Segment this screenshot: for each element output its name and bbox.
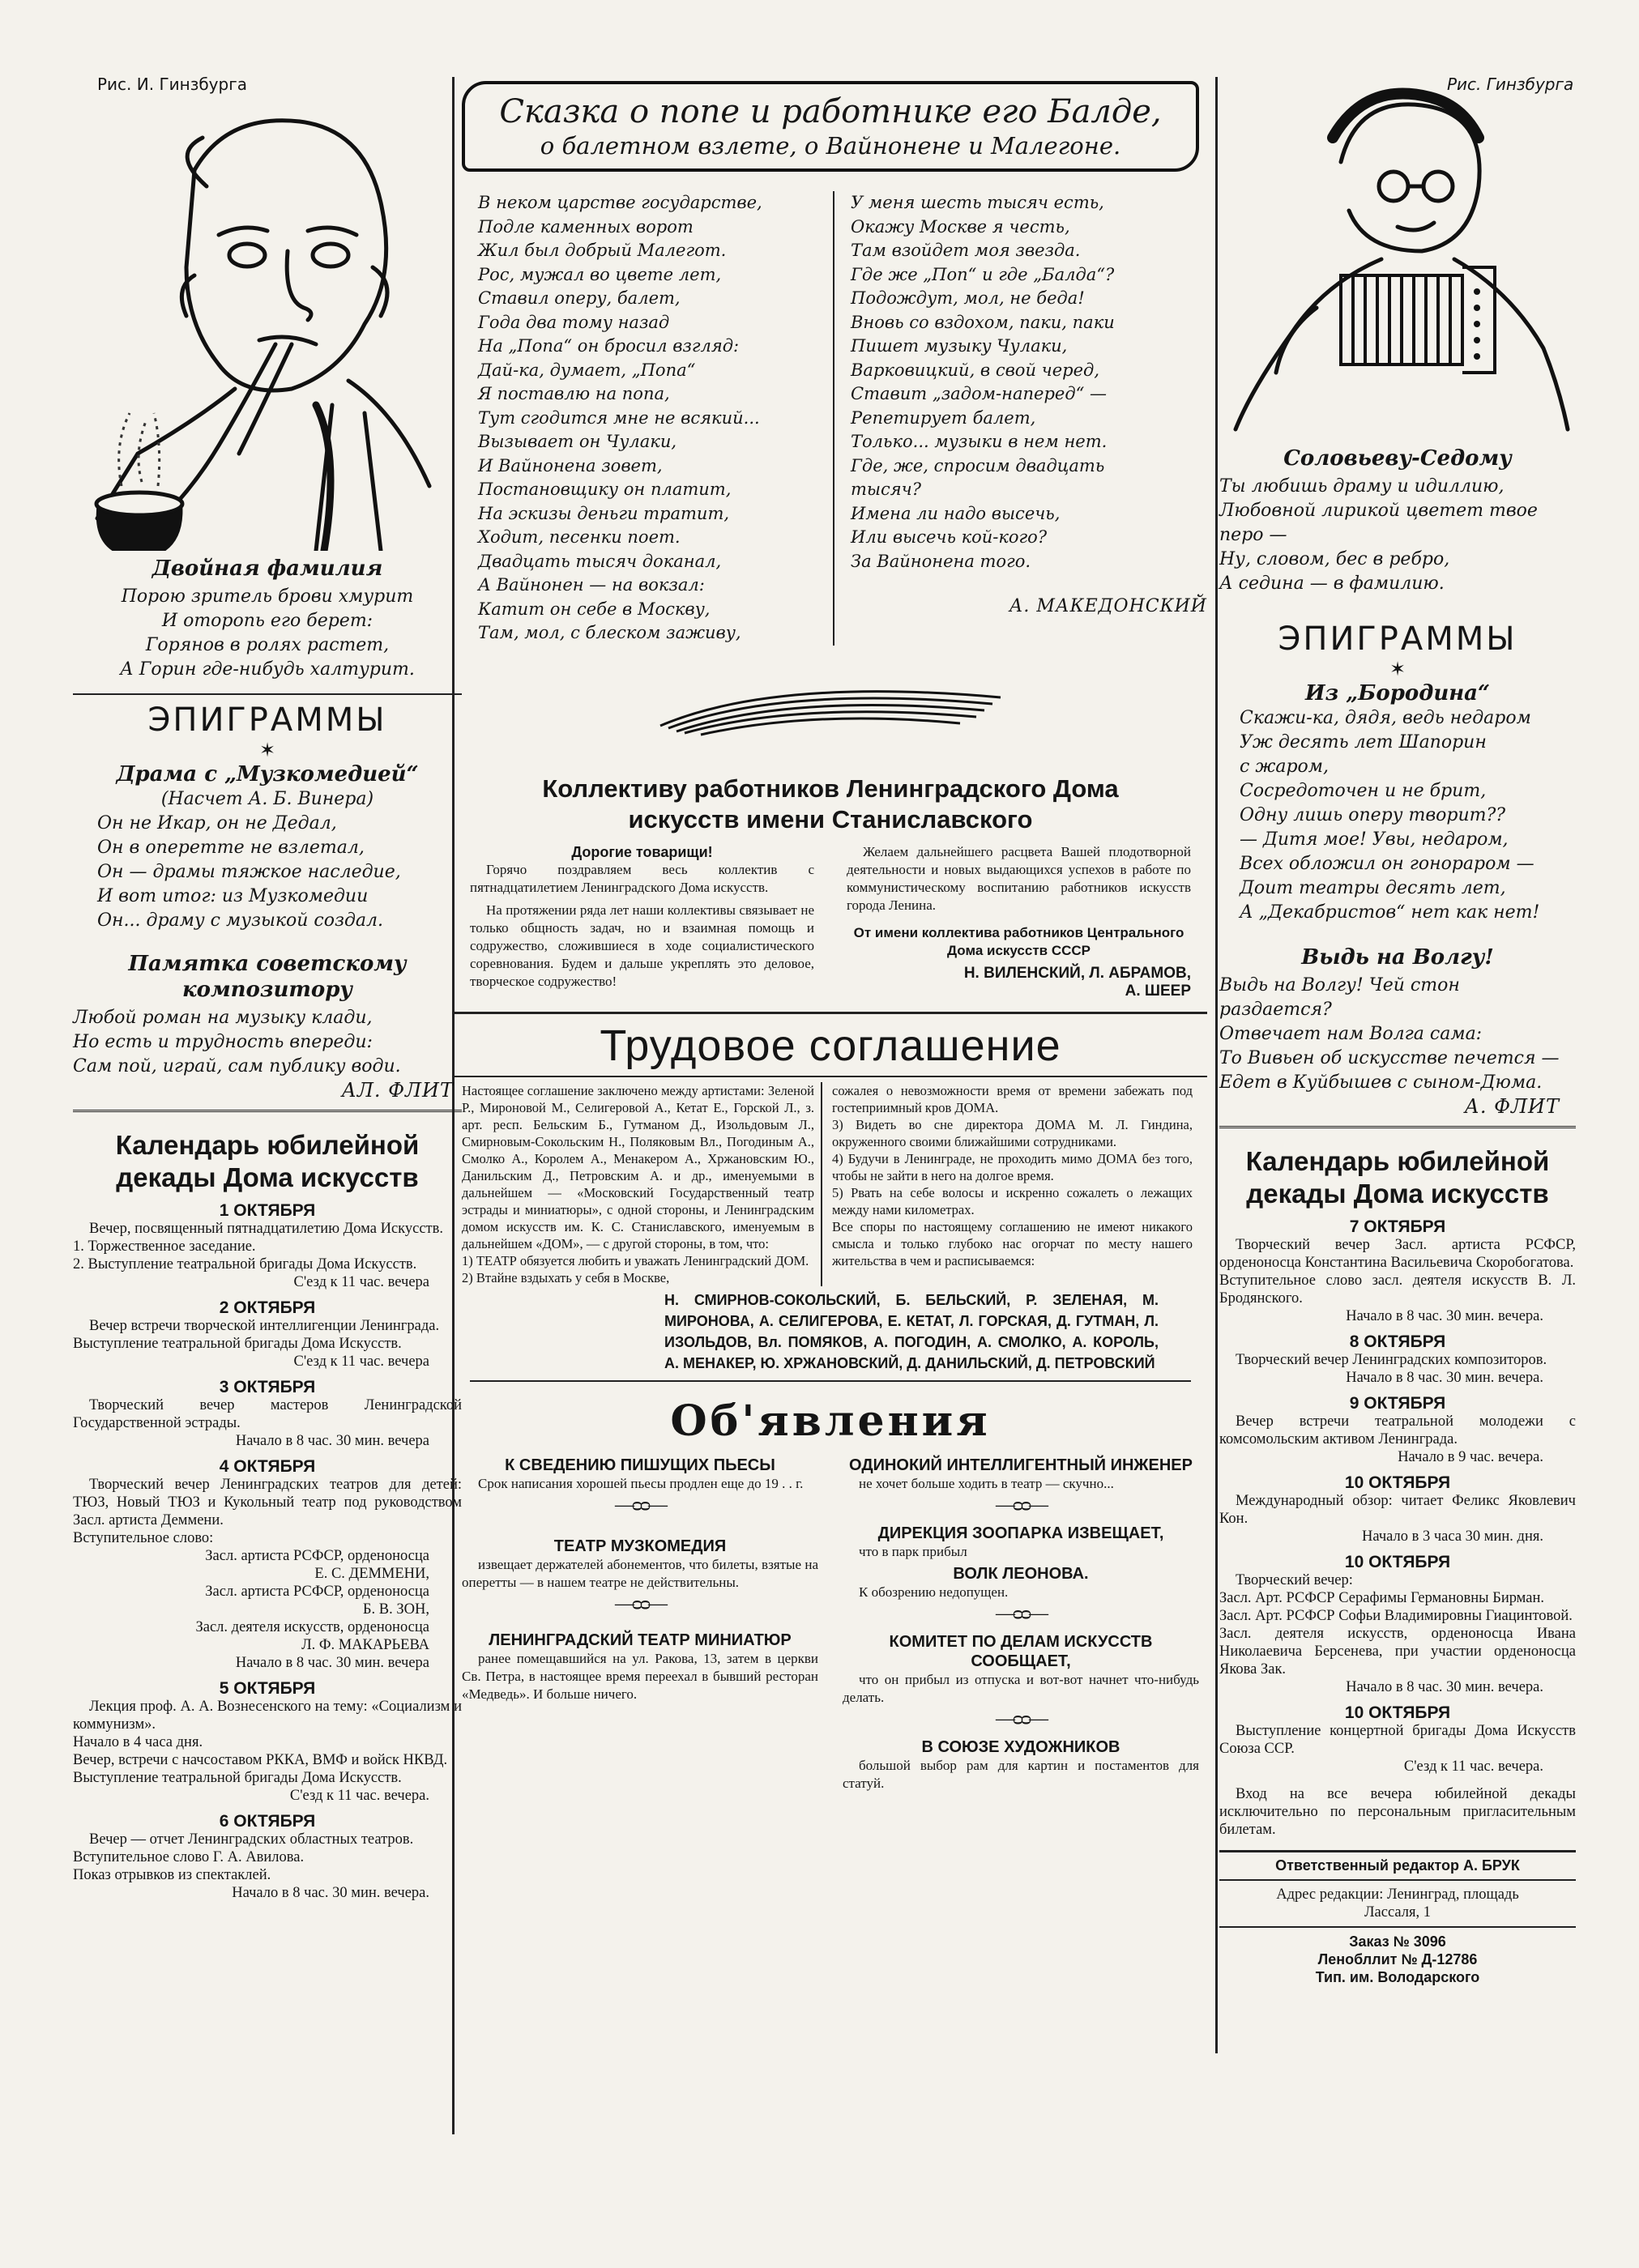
calendar-left <box>73 1202 462 1902</box>
letter-heading: Коллективу работников Ленинградского Дома искусств имени Станиславского <box>542 774 1119 833</box>
agreement-column-1: Настоящее соглашение заключено между артистами: Зеленой Р., Мироновой М., Селигеровой А., Кетат Е., Горской Л., з. арт. респ. Бельским Б., Гутманом Д., Изольдовым Л., Смирновым-Сокольским Н., Поляковым Вл., Погодиным А., Смолко А., Королем А., Менакером А., Хржановским Ю., Данильским Д., Петровским А. и др., именуемыми в дальнейшем — «Московский Государственный театр эстрады и миниатюры», с одной стороны, и Ленинградским домом искусств им. К. С. Станиславского, именуемым в дальнейшем «ДОМ», — с другой стороны, в том, что: 1) ТЕАТР обязуется любить и уважать Ленинградский ДОМ. 2) Втайне вздыхать у себя в Москве, <box>462 1082 822 1286</box>
calendar-date: 5 ОКТЯБРЯ <box>219 1679 316 1698</box>
letter-body <box>470 843 1191 1000</box>
ad-zoo-heading: ДИРЕКЦИЯ ЗООПАРКА ИЗВЕЩАЕТ, <box>877 1524 1164 1542</box>
epigram-title-drama: Драма с „Музкомедией“ <box>116 762 419 787</box>
ads-body <box>462 1446 1199 1793</box>
letter-paragraph-1: Горячо поздравляем весь коллектив с пятнадцатилетием Ленинградского Дома искусств. <box>470 861 814 895</box>
poem-title-double-surname: Двойная фамилия <box>152 556 383 581</box>
epigram-subtitle-drama: (Насчет А. Б. Винера) <box>160 789 374 809</box>
ad-engineer-heading: ОДИНОКИЙ ИНТЕЛЛИГЕНТНЫЙ ИНЖЕНЕР <box>849 1456 1193 1474</box>
editor-credit: Ответственный редактор А. БРУК <box>1275 1857 1520 1874</box>
left-column <box>73 65 462 1902</box>
letter-signatures: Н. ВИЛЕНСКИЙ, Л. АБРАМОВ, А. ШЕЕР <box>963 964 1191 1000</box>
calendar-event-time: Начало в 9 час. вечера. <box>1398 1449 1543 1465</box>
ad-muzkomedia-heading: ТЕАТР МУЗКОМЕДИЯ <box>553 1537 727 1555</box>
epigram-title-borodin: Из „Бородина“ <box>1305 681 1490 706</box>
calendar-right <box>1219 1218 1576 1776</box>
calendar-event-time: С'езд к 11 час. вечера <box>293 1354 429 1370</box>
ad-playwrights-text: Срок написания хорошей пьесы продлен еще до 19 . . г. <box>478 1475 804 1491</box>
calendar-event-time: Начало в 8 час. 30 мин. вечера. <box>1346 1308 1543 1324</box>
calendar-date: 7 ОКТЯБРЯ <box>1349 1217 1446 1236</box>
print-imprint: Заказ № 3096 Ленобллит № Д-12786 Тип. им. Володарского <box>1315 1933 1480 1985</box>
epigram-title-memo: Памятка советскому композитору <box>128 952 407 1002</box>
calendar-event-text: Творческий вечер: Засл. Арт. РСФСР Серафимы Германовны Бирман. Засл. Арт. РСФСР Софьи Владимировны Гиацинтовой. Засл. деятеля искусств, орденоносца Ивана Николаевича Берсенева, при участии орденоносца Якова Зак. <box>1219 1572 1576 1678</box>
calendar-event-time: Засл. артиста РСФСР, орденоносца Е. С. ДЕММЕНИ, Засл. артиста РСФСР, орденоносца Б. В. ЗОН, Засл. деятеля искусств, орденоносца Л. Ф. МАКАРЬЕВА Начало в 8 час. 30 мин. вечера <box>195 1548 429 1671</box>
calendar-date: 6 ОКТЯБРЯ <box>219 1812 316 1831</box>
ad-committee-heading: КОМИТЕТ ПО ДЕЛАМ ИСКУССТВ СООБЩАЕТ, <box>889 1632 1153 1670</box>
divider <box>73 693 462 695</box>
caricature-pipe-smoker <box>73 65 462 551</box>
ad-muzkomedia-text: извещает держателей абонементов, что билеты, взятые на оперетты — в нашем театре не действительны. <box>462 1556 818 1590</box>
calendar-event-time: С'езд к 11 час. вечера <box>293 1274 429 1290</box>
ads-heading: Об'явления <box>670 1396 991 1446</box>
calendar-date: 8 ОКТЯБРЯ <box>1349 1332 1446 1351</box>
agreement-signatories: Н. СМИРНОВ-СОКОЛЬСКИЙ, Б. БЕЛЬСКИЙ, Р. ЗЕЛЕНАЯ, М. МИРОНОВА, А. СЕЛИГЕРОВА, Е. КЕТАТ, Л. ГОРСКАЯ, Д. ГУТМАН, Л. ИЗОЛЬДОВ, Вл. ПОМЯКОВ, А. ПОГОДИН, А. СМОЛКО, А. КОРОЛЬ, А. МЕНАКЕР, Ю. ХРЖАНОВСКИЙ, Д. ДАНИЛЬСКИЙ, Д. ПЕТРОВСКИЙ <box>664 1291 1159 1371</box>
ad-miniatures-heading: ЛЕНИНГРАДСКИЙ ТЕАТР МИНИАТЮР <box>489 1631 792 1649</box>
column-divider-right <box>1215 77 1218 2053</box>
ad-wolf-heading: ВОЛК ЛЕОНОВА. <box>953 1564 1089 1583</box>
calendar-event-time: Начало в 8 час. 30 мин. вечера. <box>1346 1679 1543 1695</box>
wavy-divider <box>1219 1126 1576 1137</box>
calendar-event-text: Вечер, посвященный пятнадцатилетию Дома Искусств. 1. Торжественное заседание. 2. Выступление театральной бригады Дома Искусств. <box>73 1221 443 1273</box>
tale-title-banner <box>462 81 1199 172</box>
calendar-event-time: Начало в 8 час. 30 мин. вечера <box>235 1433 429 1449</box>
divider <box>1219 1926 1576 1928</box>
calendar-event-text: Вечер встречи творческой интеллигенции Ленинграда. Выступление театральной бригады Дома Искусств. <box>73 1318 440 1352</box>
epigram-memo: Любой роман на музыку клади, Но есть и трудность впереди: Сам пой, играй, сам публику води. <box>73 1008 401 1076</box>
calendar-event-text: Лекция проф. А. А. Вознесенского на тему: «Социализм и коммунизм». Начало в 4 часа дня. Вечер, встречи с начсоставом РККА, ВМФ и войск НКВД. Выступление театральной бригады Дома Искусств. <box>73 1699 462 1786</box>
calendar-event-time: С'езд к 11 час. вечера. <box>289 1788 429 1804</box>
calendar-date: 2 ОКТЯБРЯ <box>219 1298 316 1317</box>
agreement-body <box>462 1082 1199 1286</box>
illustration-credit-left: Рис. И. Гинзбурга <box>97 75 247 94</box>
letter-greeting: Дорогие товарищи! <box>571 843 713 860</box>
flourish-ornament <box>652 681 1009 741</box>
letter-sender: От имени коллектива работников Центрального Дома искусств СССР <box>853 924 1184 958</box>
calendar-date: 1 ОКТЯБРЯ <box>219 1201 316 1220</box>
calendar-event-time: Начало в 3 часа 30 мин. дня. <box>1362 1528 1543 1545</box>
divider <box>454 1012 1207 1014</box>
calendar-event-text: Вечер встречи театральной молодежи с комсомольским активом Ленинграда. <box>1219 1413 1576 1447</box>
calendar-event-text: Творческий вечер Ленинградских театров для детей: ТЮЗ, Новый ТЮЗ и Кукольный театр под руководством Засл. артиста Деммени. Вступительное слово: <box>73 1477 462 1546</box>
calendar-event-text: Вечер — отчет Ленинградских областных театров. Вступительное слово Г. А. Авилова. Показ отрывков из спектаклей. <box>73 1831 414 1883</box>
divider <box>470 1380 1191 1382</box>
epigram-volga: Выдь на Волгу! Чей стон раздается? Отвечает нам Волга сама: То Вивьен об искусстве печется — Едет в Куйбышев с сыном-Дюма. <box>1219 975 1560 1093</box>
epigram-borodin: Скажи-ка, дядя, ведь недаром Уж десять лет Шапорин с жаром, Сосредоточен и не брит, Одну лишь оперу творит?? — Дитя мое! Увы, недаром, Всех обложил он гонораром — Доит театры десять лет, А „Декабристов“ нет как нет! <box>1240 708 1540 923</box>
ad-zoo-text: что в парк прибыл <box>859 1543 967 1559</box>
agreement-column-2: сожалея о невозможности время от времени забежать под гостеприимный кров ДОМА. 3) Видеть во сне директора ДОМА М. Л. Гиндина, окруженного своими ближайшими сотрудниками. 4) Будучи в Ленинграде, не проходить мимо ДОМА без того, чтобы не зайти в него на долгое время. 5) Рвать на себе волосы и искренно сожалеть о лежащих между нами километрах. Все споры по настоящему соглашению не имеют никакого смысла и только глубоко нас огорчат по месту нашего жительства в чем и расписываемся: <box>832 1082 1193 1268</box>
right-column <box>1219 65 1576 1986</box>
epigram-title-volga: Выдь на Волгу! <box>1301 945 1494 970</box>
calendar-heading-left: Календарь юбилейной декады Дома искусств <box>115 1130 420 1192</box>
epigram-drama: Он не Икар, он не Дедал, Он в оперетте не взлетал, Он — драмы тяжкое наследие, И вот итог: из Музкомедии Он... драму с музыкой создал. <box>97 813 401 931</box>
wavy-divider <box>73 1110 462 1121</box>
illustration-credit-right: Рис. Гинзбурга <box>1447 75 1574 94</box>
ornament: —ᴑᴑ— <box>615 1592 665 1614</box>
poem-solovyov-sedoy: Ты любишь драму и идиллию, Любовной лирикой цветет твое перо — Ну, словом, бес в ребро, А седина — в фамилию. <box>1219 476 1538 594</box>
tale-column-2: У меня шесть тысяч есть, Окажу Москве я честь, Там взойдет моя звезда. Где же „Поп“ и где „Балда“? Подождут, мол, не беда! Вновь со вздохом, паки, паки Пишет музыку Чулаки, Варковицкий, в свой черед, Ставит „задом-наперед“ — Репетирует балет, Только... музыки в нем нет. Где, же, спросим двадцать тысяч? Имена ли надо высечь, Или высечь кой-кого? За Вайнонена того. <box>851 193 1115 571</box>
calendar-event-text: Творческий вечер Засл. артиста РСФСР, орденоносца Константина Васильевича Скоробогатова. Вступительное слово засл. деятеля искусств В. Л. Бродянского. <box>1219 1237 1576 1307</box>
ornament: —ᴑᴑ— <box>615 1494 665 1516</box>
ad-committee-text: что он прибыл из отпуска и вот-вот начнет что-нибудь делать. <box>843 1671 1199 1705</box>
star-ornament: ✶ <box>258 739 276 761</box>
ad-miniatures-text: ранее помещавшийся на ул. Ракова, 13, затем в церкви Св. Петра, в настоящее время переехал в бывший ресторан «Медведь». И больше ничего. <box>462 1650 818 1702</box>
calendar-heading-right: Календарь юбилейной декады Дома искусств <box>1245 1146 1550 1209</box>
epigrams-heading-left: ЭПИГРАММЫ <box>147 701 387 739</box>
star-ornament: ✶ <box>1389 658 1406 680</box>
ad-artists-heading: В СОЮЗЕ ХУДОЖНИКОВ <box>921 1737 1120 1756</box>
ad-artists-text: большой выбор рам для картин и постаментов для статуй. <box>843 1757 1199 1791</box>
ornament: —ᴑᴑ— <box>996 1494 1046 1516</box>
calendar-date: 10 ОКТЯБРЯ <box>1344 1553 1451 1571</box>
tale-title-line1: Сказка о попе и работнике его Балде, <box>499 93 1162 130</box>
epigrams-heading-right: ЭПИГРАММЫ <box>1278 620 1517 658</box>
letter-paragraph-3: Желаем дальнейшего расцвета Вашей плодотворной деятельности и новых выдающихся успехов в работе по коммунистическому воспитанию работников искусств города Ленина. <box>847 843 1191 913</box>
calendar-date: 9 ОКТЯБРЯ <box>1349 1394 1446 1413</box>
editorial-address: Адрес редакции: Ленинград, площадь Лассаля, 1 <box>1276 1886 1519 1921</box>
signature-al-flit: АЛ. ФЛИТ <box>341 1079 454 1102</box>
calendar-event-time: С'езд к 11 час. вечера. <box>1403 1759 1543 1775</box>
ornament: —ᴑᴑ— <box>996 1602 1046 1624</box>
calendar-note: Вход на все вечера юбилейной декады исключительно по персональным пригласительным билетам. <box>1219 1786 1576 1838</box>
calendar-date: 10 ОКТЯБРЯ <box>1344 1703 1451 1722</box>
calendar-event-time: Начало в 8 час. 30 мин. вечера. <box>232 1885 429 1901</box>
calendar-event-text: Выступление концертной бригады Дома Искусств Союза ССР. <box>1219 1723 1576 1757</box>
calendar-date: 10 ОКТЯБРЯ <box>1344 1473 1451 1492</box>
calendar-event-time: Начало в 8 час. 30 мин. вечера. <box>1346 1370 1543 1386</box>
ad-wolf-text: К обозрению недопущен. <box>859 1584 1009 1600</box>
divider <box>1219 1850 1576 1852</box>
ad-engineer-text: не хочет больше ходить в театр — скучно... <box>859 1475 1114 1491</box>
divider <box>1219 1879 1576 1881</box>
calendar-event-text: Международный обзор: читает Феликс Яковлевич Кон. <box>1219 1493 1576 1527</box>
signature-makedonsky: А. МАКЕДОНСКИЙ <box>1009 596 1207 616</box>
poem-double-surname: Порою зритель брови хмурит И оторопь его берет: Горянов в ролях растет, А Горин где-нибудь халтурит. <box>120 586 415 680</box>
calendar-date: 4 ОКТЯБРЯ <box>219 1457 316 1476</box>
agreement-heading: Трудовое соглашение <box>600 1021 1061 1070</box>
center-column <box>454 65 1207 1793</box>
letter-paragraph-2: На протяжении ряда лет наши коллективы связывает не только общность задач, но и взаимная помощь и содружество, сложившиеся в ходе социалистического соревнования. Будем и дальше укреплять это деловое, творческое содружество! <box>470 902 814 989</box>
tale-column-1: В неком царстве государстве, Подле каменных ворот Жил был добрый Малегот. Рос, мужал во цвете лет, Ставил оперу, балет, Года два тому назад На „Попа“ он бросил взгляд: Дай-ка, думает, „Попа“ Я поставлю на попа, Тут сгодится мне не всякий... Вызывает он Чулаки, И Вайнонена зовет, Постановщику он платит, На эскизы деньги тратит, Ходит, песенки поет. Двадцать тысяч доканал, А Вайнонен — на вокзал: Катит он себе в Москву, Там, мол, с блеском заживу, <box>478 191 834 646</box>
caricature-accordion-player <box>1219 65 1576 446</box>
calendar-date: 3 ОКТЯБРЯ <box>219 1378 316 1396</box>
calendar-event-text: Творческий вечер мастеров Ленинградской Государственной эстрады. <box>73 1397 462 1431</box>
tale-title-line2: о балетном взлете, о Вайнонене и Малегоне. <box>540 132 1121 160</box>
signature-a-flit: А. ФЛИТ <box>1464 1095 1560 1118</box>
poem-title-solovyov-sedoy: Соловьеву-Седому <box>1283 446 1512 471</box>
tale-body <box>478 191 1207 646</box>
divider <box>454 1076 1207 1077</box>
calendar-event-text: Творческий вечер Ленинградских композиторов. <box>1236 1352 1547 1368</box>
ad-playwrights-heading: К СВЕДЕНИЮ ПИШУЩИХ ПЬЕСЫ <box>505 1456 775 1474</box>
ornament: —ᴑᴑ— <box>996 1707 1046 1729</box>
